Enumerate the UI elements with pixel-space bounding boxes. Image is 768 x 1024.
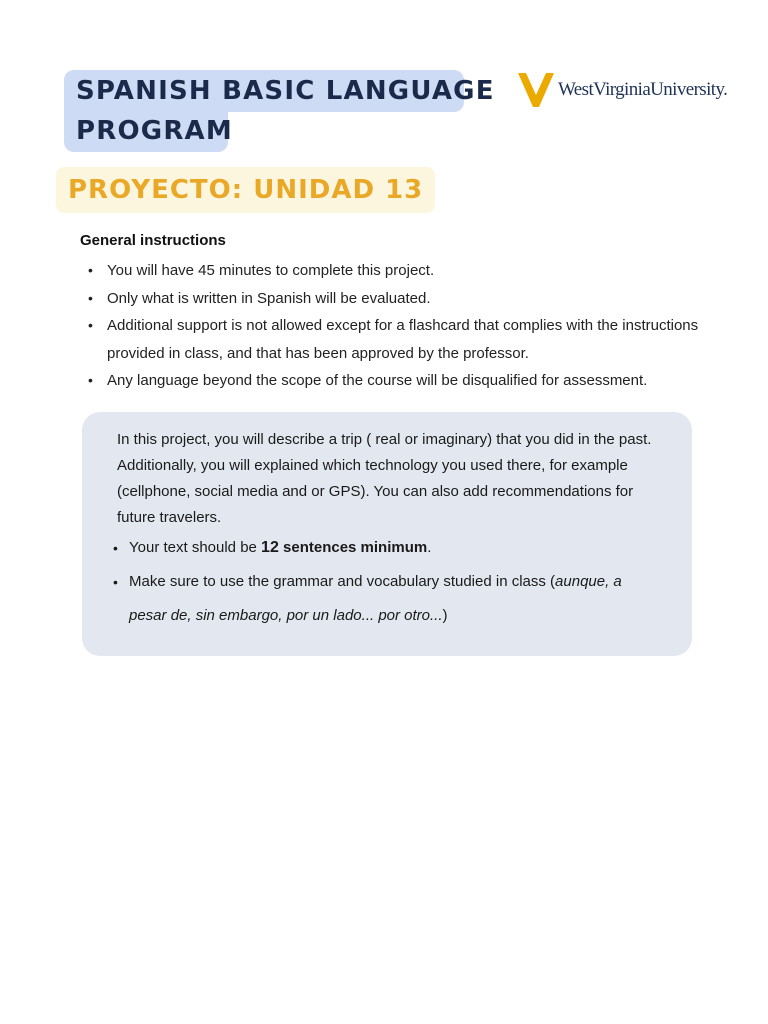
instruction-item: • Only what is written in Spanish will be evaluated. (80, 285, 740, 313)
instruction-item: • Any language beyond the scope of the course will be disqualified for assessment. (80, 367, 740, 395)
general-instructions-heading: General instructions (80, 232, 226, 249)
task-intro: In this project, you will describe a trip ( real or imaginary) that you did in the past. Additionally, you will explained which technology you used there, for example (cellphone, social media and or GPS). You can also add recommendations for future travelers. (117, 431, 652, 526)
project-title: PROYECTO: UNIDAD 13 (56, 167, 435, 213)
instruction-item: • You will have 45 minutes to complete this project. (80, 257, 740, 285)
instruction-item: • Additional support is not allowed except for a flashcard that complies with the instructions provided in class, and that has been approved by the professor. (80, 312, 740, 367)
grammar-item (117, 565, 652, 633)
logo-wordmark: WestVirginiaUniversity. (558, 79, 728, 100)
task-requirements-list (117, 535, 652, 633)
requirement-bold: sentences minimum (283, 539, 428, 556)
grammar-prefix: Make sure to use the grammar and vocabulary studied in class ( (129, 573, 556, 590)
wv-flying-wv-icon (518, 71, 554, 109)
requirement-item (117, 535, 652, 561)
requirement-prefix: Your text should be (129, 539, 257, 556)
requirement-suffix: . (427, 539, 432, 556)
general-instructions-list (80, 257, 740, 395)
grammar-suffix: ) (442, 607, 448, 624)
university-logo (518, 70, 727, 110)
requirement-number: 12 (261, 539, 279, 556)
program-title-line2: PROGRAM (64, 110, 228, 152)
task-card (82, 412, 692, 656)
program-title-line1: SPANISH BASIC LANGUAGE (64, 70, 464, 112)
grammar-examples: aunque, a pesar de, sin embargo, por un lado... por otro... (129, 573, 622, 624)
